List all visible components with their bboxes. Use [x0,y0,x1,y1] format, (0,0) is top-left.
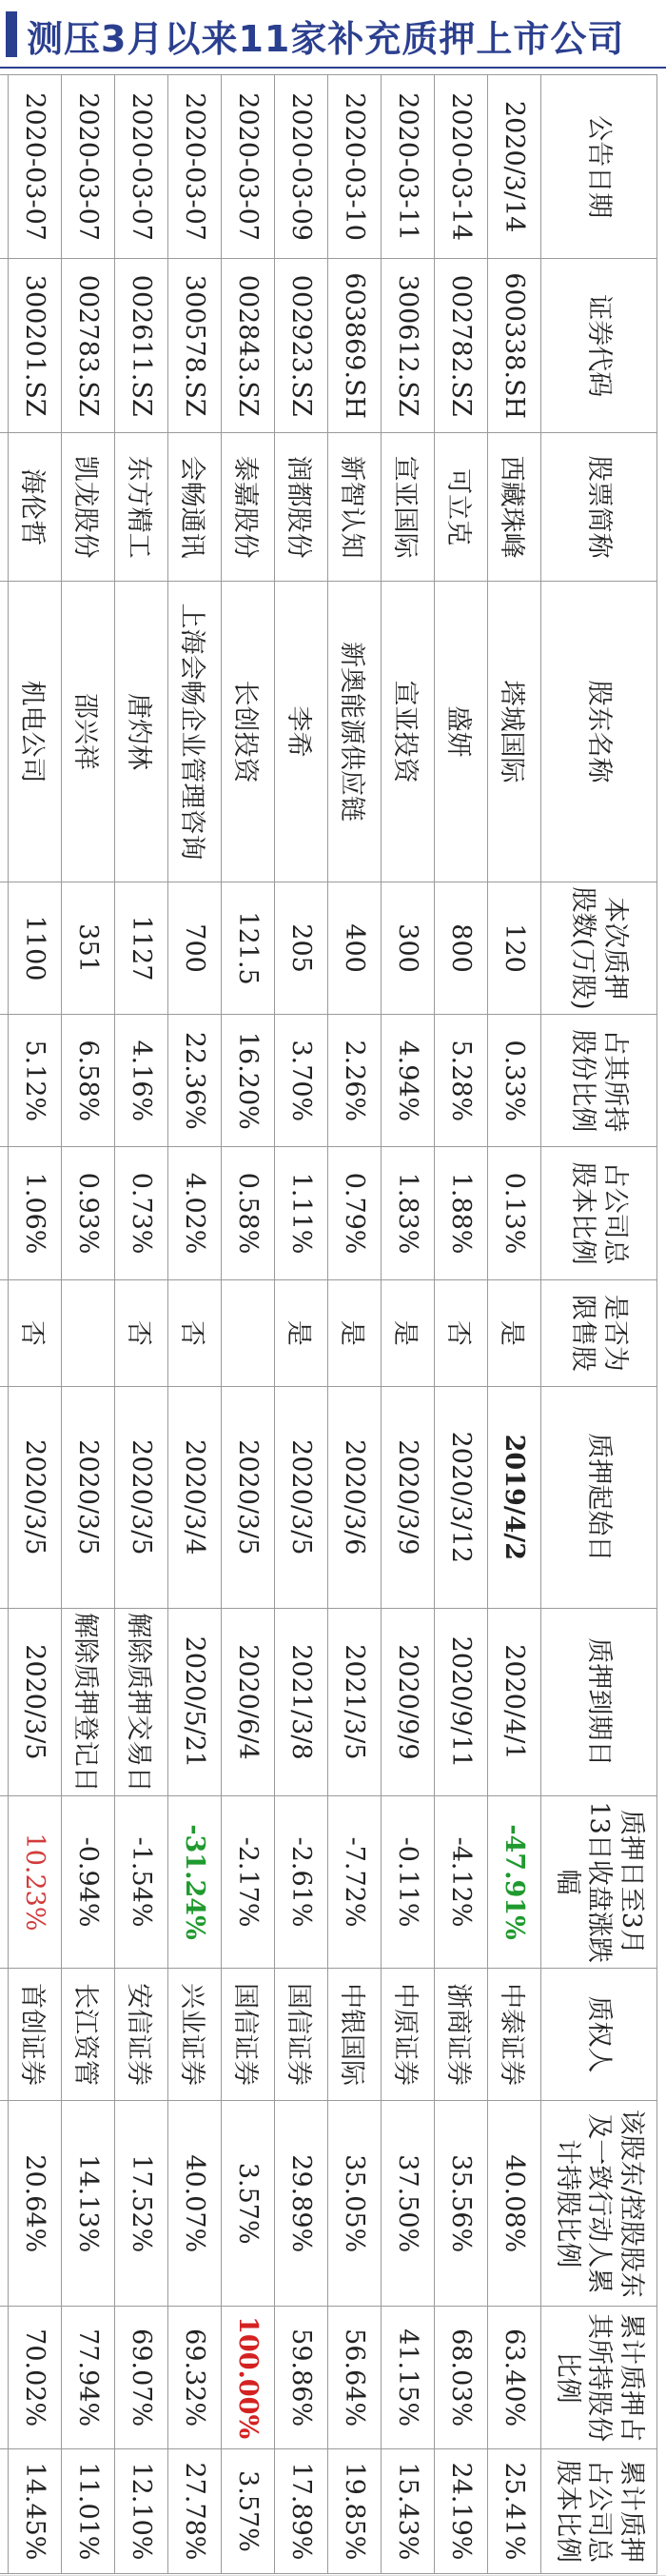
table-cell: 2020/6/4 [222,1608,275,1795]
column-header: 质押日至3月13日收盘涨跌幅 [541,1796,657,1969]
table-cell: 国信证券 [222,1968,275,2100]
table-cell: 2020/3/9 [382,1386,435,1608]
table-cell: 是 [275,1279,328,1386]
table-row [115,75,168,2574]
table-cell [62,1279,115,1386]
table-cell: 0.79% [328,1147,382,1279]
table-cell: 是 [488,1279,541,1386]
table-cell: 东方精工 [115,433,168,582]
pledge-table [0,74,657,2574]
table-cell: 120 [488,882,541,1014]
table-cell: 中原证券 [382,1968,435,2100]
table-row [9,75,62,2574]
table-cell: 800 [435,882,488,1014]
table-cell: 2020-03-07 [168,75,222,259]
table-cell: 4.94% [382,1015,435,1147]
table-cell: 2020/3/5 [275,1386,328,1608]
table-cell: 5.28% [435,1015,488,1147]
table-cell: 351 [62,882,115,1014]
table-cell [0,2101,9,2307]
table-cell: 解除质押登记日 [62,1608,115,1795]
table-cell: 塔城国际 [488,582,541,882]
rotated-table-container [9,74,657,2574]
table-cell [0,2307,9,2449]
table-cell: 300612.SZ [382,259,435,433]
table-cell: 6.58% [62,1015,115,1147]
table-cell: 002783.SZ [62,259,115,433]
table-row [222,75,275,2574]
table-cell: 16.20% [222,1015,275,1147]
table-cell: 002782.SZ [435,259,488,433]
table-cell: 59.86% [275,2307,328,2449]
table-cell: 2020/4/1 [488,1608,541,1795]
table-cell: 40.08% [488,2101,541,2307]
table-cell: 2020-03-14 [435,75,488,259]
table-cell: 西藏珠峰 [488,433,541,582]
table-cell: 可立克 [435,433,488,582]
table-cell: 中泰证券 [488,1968,541,2100]
table-cell: 14.13% [62,2101,115,2307]
table-cell: 解除质押交易日 [115,1608,168,1795]
table-cell: 002923.SZ [275,259,328,433]
table-cell: 5.12% [9,1015,62,1147]
table-cell: 1127 [115,882,168,1014]
table-cell: 1.88% [435,1147,488,1279]
column-header: 股票简称 [541,433,657,582]
table-cell: 1.83% [382,1147,435,1279]
table-cell: 2020/3/5 [62,1386,115,1608]
table-cell: 盛妍 [435,582,488,882]
table-cell [0,1015,9,1147]
column-header: 公告日期 [541,75,657,259]
table-cell: 2020-03-07 [115,75,168,259]
table-cell: 300 [382,882,435,1014]
table-cell: 68.03% [435,2307,488,2449]
table-cell: -0.11% [382,1796,435,1969]
table-cell: 100.00% [222,2307,275,2449]
table-cell: 兴业证券 [168,1968,222,2100]
table-cell: 2020-03-09 [275,75,328,259]
table-cell [222,1279,275,1386]
table-cell: 0.58% [222,1147,275,1279]
table-cell: 1.06% [9,1147,62,1279]
table-cell: 2021/3/8 [275,1608,328,1795]
table-cell: 19.85% [328,2448,382,2573]
table-cell [0,882,9,1014]
table-cell: 是 [382,1279,435,1386]
table-cell: 4.02% [168,1147,222,1279]
table-cell: -0.94% [62,1796,115,1969]
table-cell: -1.54% [115,1796,168,1969]
table-cell: 润都股份 [275,433,328,582]
table-cell [0,1279,9,1386]
column-header: 股东名称 [541,582,657,882]
table-cell: 22.36% [168,1015,222,1147]
column-header: 累计质押占其所持股份比例 [541,2307,657,2449]
table-cell [0,1608,9,1795]
table-cell: 李希 [275,582,328,882]
table-cell: 2020/5/21 [168,1608,222,1795]
table-cell [0,582,9,882]
table-cell: 400 [328,882,382,1014]
table-cell: 002843.SZ [222,259,275,433]
table-cell: 2020/3/4 [168,1386,222,1608]
table-cell: 2020/3/14 [488,75,541,259]
table-header-row [541,75,657,2574]
table-cell: -31.24% [168,1796,222,1969]
table-row [435,75,488,2574]
table-cell: 2.26% [328,1015,382,1147]
table-cell: 3.57% [222,2101,275,2307]
table-cell: 2020/3/5 [115,1386,168,1608]
table-cell: 否 [435,1279,488,1386]
table-cell: 2020/3/6 [328,1386,382,1608]
table-row [168,75,222,2574]
table-cell: -4.12% [435,1796,488,1969]
table-cell: 中银国际 [328,1968,382,2100]
table-cell: -7.72% [328,1796,382,1969]
table-cell: 56.64% [328,2307,382,2449]
table-cell: 77.94% [62,2307,115,2449]
table-cell [0,2448,9,2573]
table-cell: 浙商证券 [435,1968,488,2100]
table-cell: 11.01% [62,2448,115,2573]
column-header: 占其所持股份比例 [541,1015,657,1147]
table-cell: 35.05% [328,2101,382,2307]
column-header: 证券代码 [541,259,657,433]
table-cell: 24.19% [435,2448,488,2573]
page-header [0,0,666,69]
table-cell: 国信证券 [275,1968,328,2100]
table-cell: 29.89% [275,2101,328,2307]
table-cell: 0.13% [488,1147,541,1279]
table-cell: 2020-03-07 [222,75,275,259]
table-cell: 40.07% [168,2101,222,2307]
table-cell: 新奥能源供应链 [328,582,382,882]
table-cell: 长江资管 [62,1968,115,2100]
table-cell: 17.89% [275,2448,328,2573]
table-cell: 上海会畅企业管理咨询 [168,582,222,882]
table-cell: 603869.SH [328,259,382,433]
table-cell: 泰嘉股份 [222,433,275,582]
table-cell: 1100 [9,882,62,1014]
table-cell: 2020-03-07 [9,75,62,259]
table-row [382,75,435,2574]
table-cell [0,259,9,433]
table-cell: 0.73% [115,1147,168,1279]
column-header: 是否为限售股 [541,1279,657,1386]
table-cell: 4.16% [115,1015,168,1147]
table-cell: 41.15% [382,2307,435,2449]
table-cell: 否 [168,1279,222,1386]
table-cell: 0.93% [62,1147,115,1279]
table-cell [0,1968,9,2100]
column-header: 该股东/控股股东及一致行动人累计持股比例 [541,2101,657,2307]
table-cell: 长创投资 [222,582,275,882]
table-cell: 12.10% [115,2448,168,2573]
table-cell: 2020/3/12 [435,1386,488,1608]
table-cell: 63.40% [488,2307,541,2449]
table-cell: 70.02% [9,2307,62,2449]
table-cell [0,75,9,259]
column-header: 质押起始日 [541,1386,657,1608]
table-cell: 宣亚投资 [382,582,435,882]
table-cell: 凯龙股份 [62,433,115,582]
table-cell: 首创证券 [9,1968,62,2100]
table-cell: 10.23% [9,1796,62,1969]
table-cell [0,1386,9,1608]
table-cell: 2020/3/5 [9,1386,62,1608]
table-cell: 2020-03-11 [382,75,435,259]
table-cell: 121.5 [222,882,275,1014]
table-cell: -47.91% [488,1796,541,1969]
table-cell: 2021/3/5 [328,1608,382,1795]
table-cell: 否 [115,1279,168,1386]
column-header: 累计质押占公司总股本比例 [541,2448,657,2573]
table-cell: -2.17% [222,1796,275,1969]
table-row [488,75,541,2574]
table-row [275,75,328,2574]
table-cell: 3.70% [275,1015,328,1147]
table-cell: 37.50% [382,2101,435,2307]
table-cell: 2020-03-07 [62,75,115,259]
table-body [0,75,541,2574]
table-cell: 是 [328,1279,382,1386]
table-cell: 2019/4/2 [488,1386,541,1608]
column-header: 本次质押股数(万股) [541,882,657,1014]
column-header: 质权人 [541,1968,657,2100]
table-cell: 27.78% [168,2448,222,2573]
column-header: 占公司总股本比例 [541,1147,657,1279]
table-cell: 唐灼林 [115,582,168,882]
table-cell: 69.07% [115,2307,168,2449]
table-cell [0,1147,9,1279]
table-cell: 3.57% [222,2448,275,2573]
table-cell: 会畅通讯 [168,433,222,582]
table-cell [0,1796,9,1969]
table-cell: 17.52% [115,2101,168,2307]
table-cell: 2020/3/5 [222,1386,275,1608]
table-cell: 300578.SZ [168,259,222,433]
table-row [62,75,115,2574]
table-row [328,75,382,2574]
table-cell: 600338.SH [488,259,541,433]
table-cell: -2.61% [275,1796,328,1969]
table-cell [0,433,9,582]
table-cell: 69.32% [168,2307,222,2449]
table-cell: 35.56% [435,2101,488,2307]
column-header: 质押到期日 [541,1608,657,1795]
table-cell: 002611.SZ [115,259,168,433]
table-cell: 安信证券 [115,1968,168,2100]
table-cell: 20.64% [9,2101,62,2307]
table-cell: 邵兴祥 [62,582,115,882]
table-cell: 0.33% [488,1015,541,1147]
page-title: 测压3月以来11家补充质押上市公司 [27,18,625,60]
table-cell: 300201.SZ [9,259,62,433]
table-cell: 15.43% [382,2448,435,2573]
table-cell: 2020/9/9 [382,1608,435,1795]
table-cell: 2020/9/11 [435,1608,488,1795]
table-row [0,75,9,2574]
table-cell: 1.11% [275,1147,328,1279]
table-cell: 新智认知 [328,433,382,582]
table-cell: 25.41% [488,2448,541,2573]
table-cell: 海伦哲 [9,433,62,582]
table-cell: 700 [168,882,222,1014]
table-cell: 机电公司 [9,582,62,882]
table-cell: 2020-03-10 [328,75,382,259]
table-cell: 宣亚国际 [382,433,435,582]
table-cell: 205 [275,882,328,1014]
table-cell: 14.45% [9,2448,62,2573]
title-accent-bar [6,11,17,57]
table-cell: 否 [9,1279,62,1386]
table-cell: 2020/3/5 [9,1608,62,1795]
